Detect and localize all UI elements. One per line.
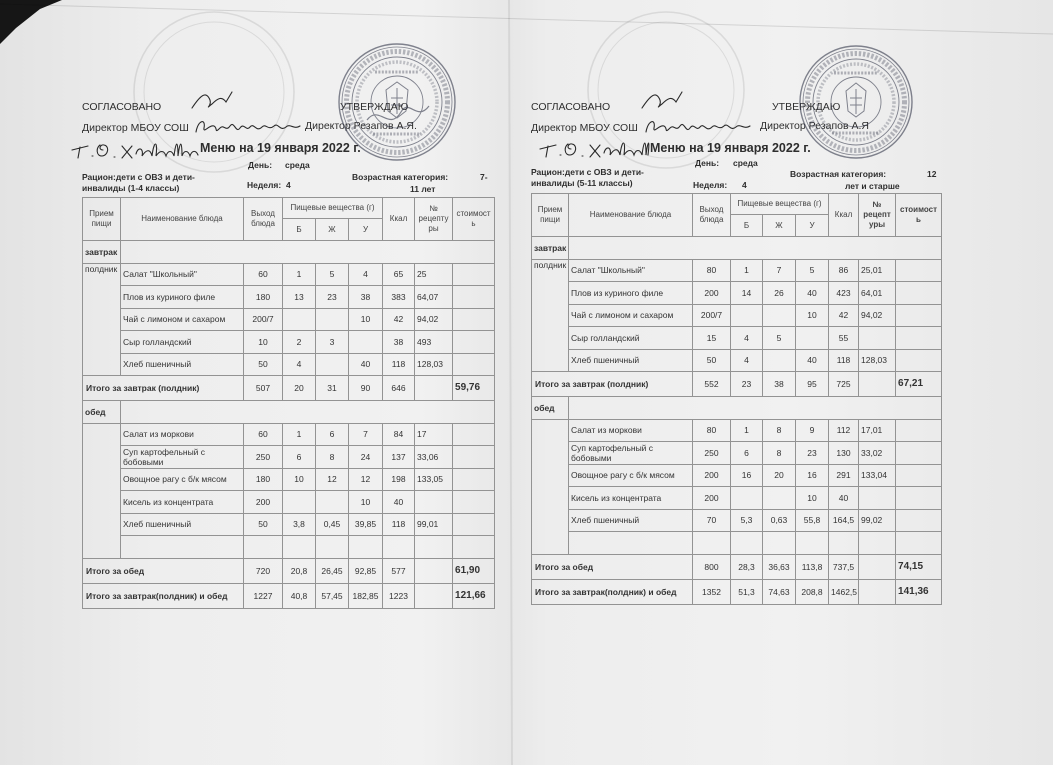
protein-cell: 14 (731, 282, 763, 305)
menu-table-body (532, 237, 942, 605)
table-row (532, 259, 942, 282)
director-name: Директор Резапов А.Я. (305, 120, 417, 132)
director-name: Директор Резапов А.Я (760, 120, 869, 132)
page-title: Меню на 19 января 2022 г. (650, 141, 811, 155)
recipe-cell: 17,01 (859, 419, 896, 442)
output-cell: 1352 (693, 579, 731, 604)
carbs-cell: 23 (796, 442, 829, 465)
fat-cell: 8 (316, 446, 349, 469)
carbs-cell: 95 (796, 372, 829, 397)
approved-label: УТВЕРЖДАЮ (340, 101, 409, 113)
recipe-cell: 128,03 (859, 349, 896, 372)
meal-group-cell: полдник (532, 259, 569, 372)
dish-name: Хлеб пшеничный (569, 349, 693, 372)
kcal-cell: 137 (383, 446, 415, 469)
week-value: 4 (742, 180, 747, 190)
kcal-cell: 646 (383, 376, 415, 401)
meal-group-cell: полдник (83, 263, 121, 376)
header-recipe: № рецептуры (859, 194, 896, 237)
header-nutrients: Пищевые вещества (г) (731, 194, 829, 215)
day-value: среда (733, 158, 758, 168)
header-fat: Ж (316, 219, 349, 241)
total-row (532, 579, 942, 604)
dish-name: Салат "Школьный" (121, 263, 244, 286)
header-dish: Наименование блюда (569, 194, 693, 237)
protein-cell: 2 (283, 331, 316, 354)
kcal-cell: 383 (383, 286, 415, 309)
carbs-cell: 92,85 (349, 558, 383, 583)
output-cell: 200 (693, 464, 731, 487)
fat-cell: 0,45 (316, 513, 349, 536)
kcal-cell: 118 (383, 513, 415, 536)
table-row (532, 442, 942, 465)
age-value-end: лет и старше (845, 181, 900, 191)
carbs-cell (796, 532, 829, 555)
table-row (532, 464, 942, 487)
fat-cell: 3 (316, 331, 349, 354)
recipe-cell: 17 (415, 423, 453, 446)
kcal-cell: 423 (829, 282, 859, 305)
output-cell: 250 (244, 446, 283, 469)
carbs-cell: 16 (796, 464, 829, 487)
header-protein: Б (731, 215, 763, 237)
protein-cell: 1 (731, 419, 763, 442)
recipe-cell (859, 372, 896, 397)
cost-cell (896, 327, 942, 350)
output-cell: 200 (693, 487, 731, 510)
protein-cell (731, 487, 763, 510)
total-row (532, 372, 942, 397)
header-protein: Б (283, 219, 316, 241)
header-recipe: № рецептуры (415, 198, 453, 241)
kcal-cell: 42 (829, 304, 859, 327)
kcal-cell: 40 (829, 487, 859, 510)
dish-name: Салат "Школьный" (569, 259, 693, 282)
table-row (532, 282, 942, 305)
fat-cell: 7 (763, 259, 796, 282)
header-output: Выход блюда (244, 198, 283, 241)
dish-name: Суп картофельный с бобовыми (569, 442, 693, 465)
header-carbs: У (349, 219, 383, 241)
output-cell: 250 (693, 442, 731, 465)
empty-cell (569, 237, 942, 260)
page-title: Меню на 19 января 2022 г. (200, 141, 361, 155)
dish-name: Чай с лимоном и сахаром (121, 308, 244, 331)
fat-cell: 38 (763, 372, 796, 397)
day-label: День: (248, 160, 273, 170)
output-cell (693, 532, 731, 555)
header-output: Выход блюда (693, 194, 731, 237)
recipe-cell: 33,02 (859, 442, 896, 465)
header-meal: Прием пищи (532, 194, 569, 237)
output-cell: 800 (693, 554, 731, 579)
age-value-end: 11 лет (410, 184, 436, 194)
fat-cell (763, 304, 796, 327)
header-fat: Ж (763, 215, 796, 237)
output-cell: 180 (244, 468, 283, 491)
protein-cell: 3,8 (283, 513, 316, 536)
header-kcal: Ккал (383, 198, 415, 241)
protein-cell: 28,3 (731, 554, 763, 579)
recipe-cell (859, 532, 896, 555)
fat-cell: 6 (316, 423, 349, 446)
recipe-cell: 64,01 (859, 282, 896, 305)
dish-name: Овощное рагу с б/к мясом (569, 464, 693, 487)
output-cell: 200 (244, 491, 283, 514)
table-row (532, 304, 942, 327)
kcal-cell: 65 (383, 263, 415, 286)
carbs-cell: 5 (796, 259, 829, 282)
protein-cell: 1 (731, 259, 763, 282)
carbs-cell: 38 (349, 286, 383, 309)
day-value: среда (285, 160, 310, 170)
cost-cell: 141,36 (896, 579, 942, 604)
cost-cell (896, 509, 942, 532)
output-cell: 720 (244, 558, 283, 583)
carbs-cell: 40 (349, 353, 383, 376)
carbs-cell: 39,85 (349, 513, 383, 536)
output-cell: 15 (693, 327, 731, 350)
fat-cell: 12 (316, 468, 349, 491)
header-row (532, 194, 942, 215)
dish-name: Кисель из концентрата (121, 491, 244, 514)
total-label: Итого за завтрак(полдник) и обед (532, 579, 693, 604)
kcal-cell: 577 (383, 558, 415, 583)
fat-cell: 5 (763, 327, 796, 350)
cost-cell (896, 304, 942, 327)
cost-cell (896, 532, 942, 555)
recipe-cell: 493 (415, 331, 453, 354)
day-label: День: (695, 158, 720, 168)
recipe-cell: 133,05 (415, 468, 453, 491)
meal-row (532, 397, 942, 420)
carbs-cell (796, 327, 829, 350)
menu-table (531, 193, 942, 605)
protein-cell: 20 (283, 376, 316, 401)
output-cell: 10 (244, 331, 283, 354)
protein-cell: 20,8 (283, 558, 316, 583)
kcal-cell: 38 (383, 331, 415, 354)
dish-name (569, 532, 693, 555)
meal-cell: обед (532, 397, 569, 420)
kcal-cell: 1223 (383, 583, 415, 608)
protein-cell: 1 (283, 263, 316, 286)
total-label: Итого за обед (83, 558, 244, 583)
kcal-cell: 84 (383, 423, 415, 446)
fat-cell: 8 (763, 419, 796, 442)
output-cell: 50 (693, 349, 731, 372)
cost-cell: 67,21 (896, 372, 942, 397)
cost-cell (896, 349, 942, 372)
meal-group-cell (532, 419, 569, 554)
carbs-cell: 55,8 (796, 509, 829, 532)
agreed-label: СОГЛАСОВАНО (531, 101, 611, 113)
table-row (532, 509, 942, 532)
protein-cell: 51,3 (731, 579, 763, 604)
dish-name: Суп картофельный с бобовыми (121, 446, 244, 469)
cost-cell: 61,90 (453, 558, 495, 583)
age-label: Возрастная категория: (352, 172, 449, 182)
carbs-cell: 10 (796, 304, 829, 327)
dish-name: Плов из куриного филе (569, 282, 693, 305)
dish-name: Хлеб пшеничный (569, 509, 693, 532)
protein-cell: 10 (283, 468, 316, 491)
fat-cell: 26 (763, 282, 796, 305)
output-cell: 200 (693, 282, 731, 305)
fat-cell: 5 (316, 263, 349, 286)
recipe-cell: 64,07 (415, 286, 453, 309)
recipe-cell: 99,01 (415, 513, 453, 536)
fat-cell: 8 (763, 442, 796, 465)
dish-name: Сыр голландский (121, 331, 244, 354)
kcal-cell: 118 (829, 349, 859, 372)
protein-cell (731, 304, 763, 327)
carbs-cell: 40 (796, 349, 829, 372)
meal-cell: обед (83, 401, 121, 424)
carbs-cell: 12 (349, 468, 383, 491)
kcal-cell: 1462,5 (829, 579, 859, 604)
fat-cell (763, 532, 796, 555)
dish-name: Хлеб пшеничный (121, 353, 244, 376)
recipe-cell: 94,02 (415, 308, 453, 331)
carbs-cell: 10 (349, 308, 383, 331)
cost-cell (896, 487, 942, 510)
ration-label: Рацион:дети с ОВЗ и дети-инвалиды (5-11 классы) (531, 167, 644, 188)
week-value: 4 (286, 180, 291, 190)
kcal-cell: 164,5 (829, 509, 859, 532)
output-cell: 50 (244, 353, 283, 376)
protein-cell: 13 (283, 286, 316, 309)
fat-cell: 57,45 (316, 583, 349, 608)
meal-cell: завтрак (83, 241, 121, 264)
carbs-cell: 208,8 (796, 579, 829, 604)
fat-cell (763, 487, 796, 510)
protein-cell: 4 (731, 327, 763, 350)
output-cell: 1227 (244, 583, 283, 608)
dish-name: Овощное рагу с б/к мясом (121, 468, 244, 491)
carbs-cell: 24 (349, 446, 383, 469)
recipe-cell (859, 487, 896, 510)
cost-cell (896, 259, 942, 282)
output-cell: 50 (244, 513, 283, 536)
dish-name: Сыр голландский (569, 327, 693, 350)
protein-cell: 23 (731, 372, 763, 397)
age-value-start: 7- (480, 172, 488, 182)
total-label: Итого за завтрак (полдник) (532, 372, 693, 397)
kcal-cell (829, 532, 859, 555)
output-cell: 200/7 (693, 304, 731, 327)
table-row (532, 419, 942, 442)
dish-name: Салат из моркови (569, 419, 693, 442)
kcal-cell: 118 (383, 353, 415, 376)
output-cell: 552 (693, 372, 731, 397)
recipe-cell: 133,04 (859, 464, 896, 487)
dish-name: Плов из куриного филе (121, 286, 244, 309)
approved-label: УТВЕРЖДАЮ (772, 101, 841, 113)
kcal-cell: 737,5 (829, 554, 859, 579)
recipe-cell: 94,02 (859, 304, 896, 327)
meal-cell: завтрак (532, 237, 569, 260)
total-label: Итого за завтрак (полдник) (83, 376, 244, 401)
fat-cell: 0,63 (763, 509, 796, 532)
kcal-cell: 725 (829, 372, 859, 397)
dish-name: Кисель из концентрата (569, 487, 693, 510)
kcal-cell: 112 (829, 419, 859, 442)
recipe-cell: 128,03 (415, 353, 453, 376)
director-school-label: Директор МБОУ СОШ (531, 122, 638, 134)
dish-name: Чай с лимоном и сахаром (569, 304, 693, 327)
table-row (532, 349, 942, 372)
cost-cell (896, 419, 942, 442)
cost-cell (896, 442, 942, 465)
protein-cell: 40,8 (283, 583, 316, 608)
cost-cell: 59,76 (453, 376, 495, 401)
header-meal: Прием пищи (83, 198, 121, 241)
director-school-label: Директор МБОУ СОШ (82, 122, 189, 134)
total-label: Итого за завтрак(полдник) и обед (83, 583, 244, 608)
total-row (532, 554, 942, 579)
header-dish: Наименование блюда (121, 198, 244, 241)
recipe-cell: 33,06 (415, 446, 453, 469)
output-cell: 60 (244, 263, 283, 286)
carbs-cell: 9 (796, 419, 829, 442)
fat-cell: 74,63 (763, 579, 796, 604)
recipe-cell: 25,01 (859, 259, 896, 282)
fat-cell (763, 349, 796, 372)
recipe-cell: 25 (415, 263, 453, 286)
agreed-label: СОГЛАСОВАНО (82, 101, 162, 113)
dish-name: Салат из моркови (121, 423, 244, 446)
table-row (532, 487, 942, 510)
carbs-cell: 4 (349, 263, 383, 286)
empty-cell (569, 397, 942, 420)
age-value-start: 12 (927, 169, 937, 179)
output-cell: 60 (244, 423, 283, 446)
carbs-cell: 90 (349, 376, 383, 401)
output-cell: 507 (244, 376, 283, 401)
protein-cell: 16 (731, 464, 763, 487)
cost-cell (896, 464, 942, 487)
fat-cell: 31 (316, 376, 349, 401)
protein-cell: 4 (283, 353, 316, 376)
recipe-cell (859, 327, 896, 350)
recipe-cell: 99,02 (859, 509, 896, 532)
output-cell: 80 (693, 419, 731, 442)
fat-cell: 23 (316, 286, 349, 309)
protein-cell (731, 532, 763, 555)
protein-cell: 1 (283, 423, 316, 446)
output-cell: 200/7 (244, 308, 283, 331)
carbs-cell: 10 (349, 491, 383, 514)
carbs-cell: 10 (796, 487, 829, 510)
dish-name: Хлеб пшеничный (121, 513, 244, 536)
carbs-cell: 7 (349, 423, 383, 446)
blank-row (532, 532, 942, 555)
protein-cell: 4 (731, 349, 763, 372)
header-carbs: У (796, 215, 829, 237)
fat-cell: 26,45 (316, 558, 349, 583)
output-cell: 70 (693, 509, 731, 532)
kcal-cell: 130 (829, 442, 859, 465)
age-label: Возрастная категория: (790, 169, 887, 179)
header-nutrients: Пищевые вещества (г) (283, 198, 383, 219)
week-label: Неделя: (247, 180, 282, 190)
carbs-cell: 40 (796, 282, 829, 305)
header-cost: стоимость (896, 194, 942, 237)
recipe-cell (859, 579, 896, 604)
table-row (532, 327, 942, 350)
output-cell: 180 (244, 286, 283, 309)
fat-cell: 36,63 (763, 554, 796, 579)
week-label: Неделя: (693, 180, 728, 190)
header-cost: стоимость (453, 198, 495, 241)
kcal-cell: 86 (829, 259, 859, 282)
cost-cell (896, 282, 942, 305)
kcal-cell: 55 (829, 327, 859, 350)
protein-cell: 6 (283, 446, 316, 469)
total-label: Итого за обед (532, 554, 693, 579)
carbs-cell: 182,85 (349, 583, 383, 608)
carbs-cell: 113,8 (796, 554, 829, 579)
protein-cell: 6 (731, 442, 763, 465)
kcal-cell: 198 (383, 468, 415, 491)
kcal-cell: 291 (829, 464, 859, 487)
output-cell: 80 (693, 259, 731, 282)
cost-cell: 74,15 (896, 554, 942, 579)
fat-cell: 20 (763, 464, 796, 487)
protein-cell: 5,3 (731, 509, 763, 532)
cost-cell: 121,66 (453, 583, 495, 608)
recipe-cell (859, 554, 896, 579)
kcal-cell: 42 (383, 308, 415, 331)
meal-row (532, 237, 942, 260)
header-kcal: Ккал (829, 194, 859, 237)
ration-label: Рацион:дети с ОВЗ и дети-инвалиды (1-4 классы) (82, 172, 195, 193)
kcal-cell: 40 (383, 491, 415, 514)
